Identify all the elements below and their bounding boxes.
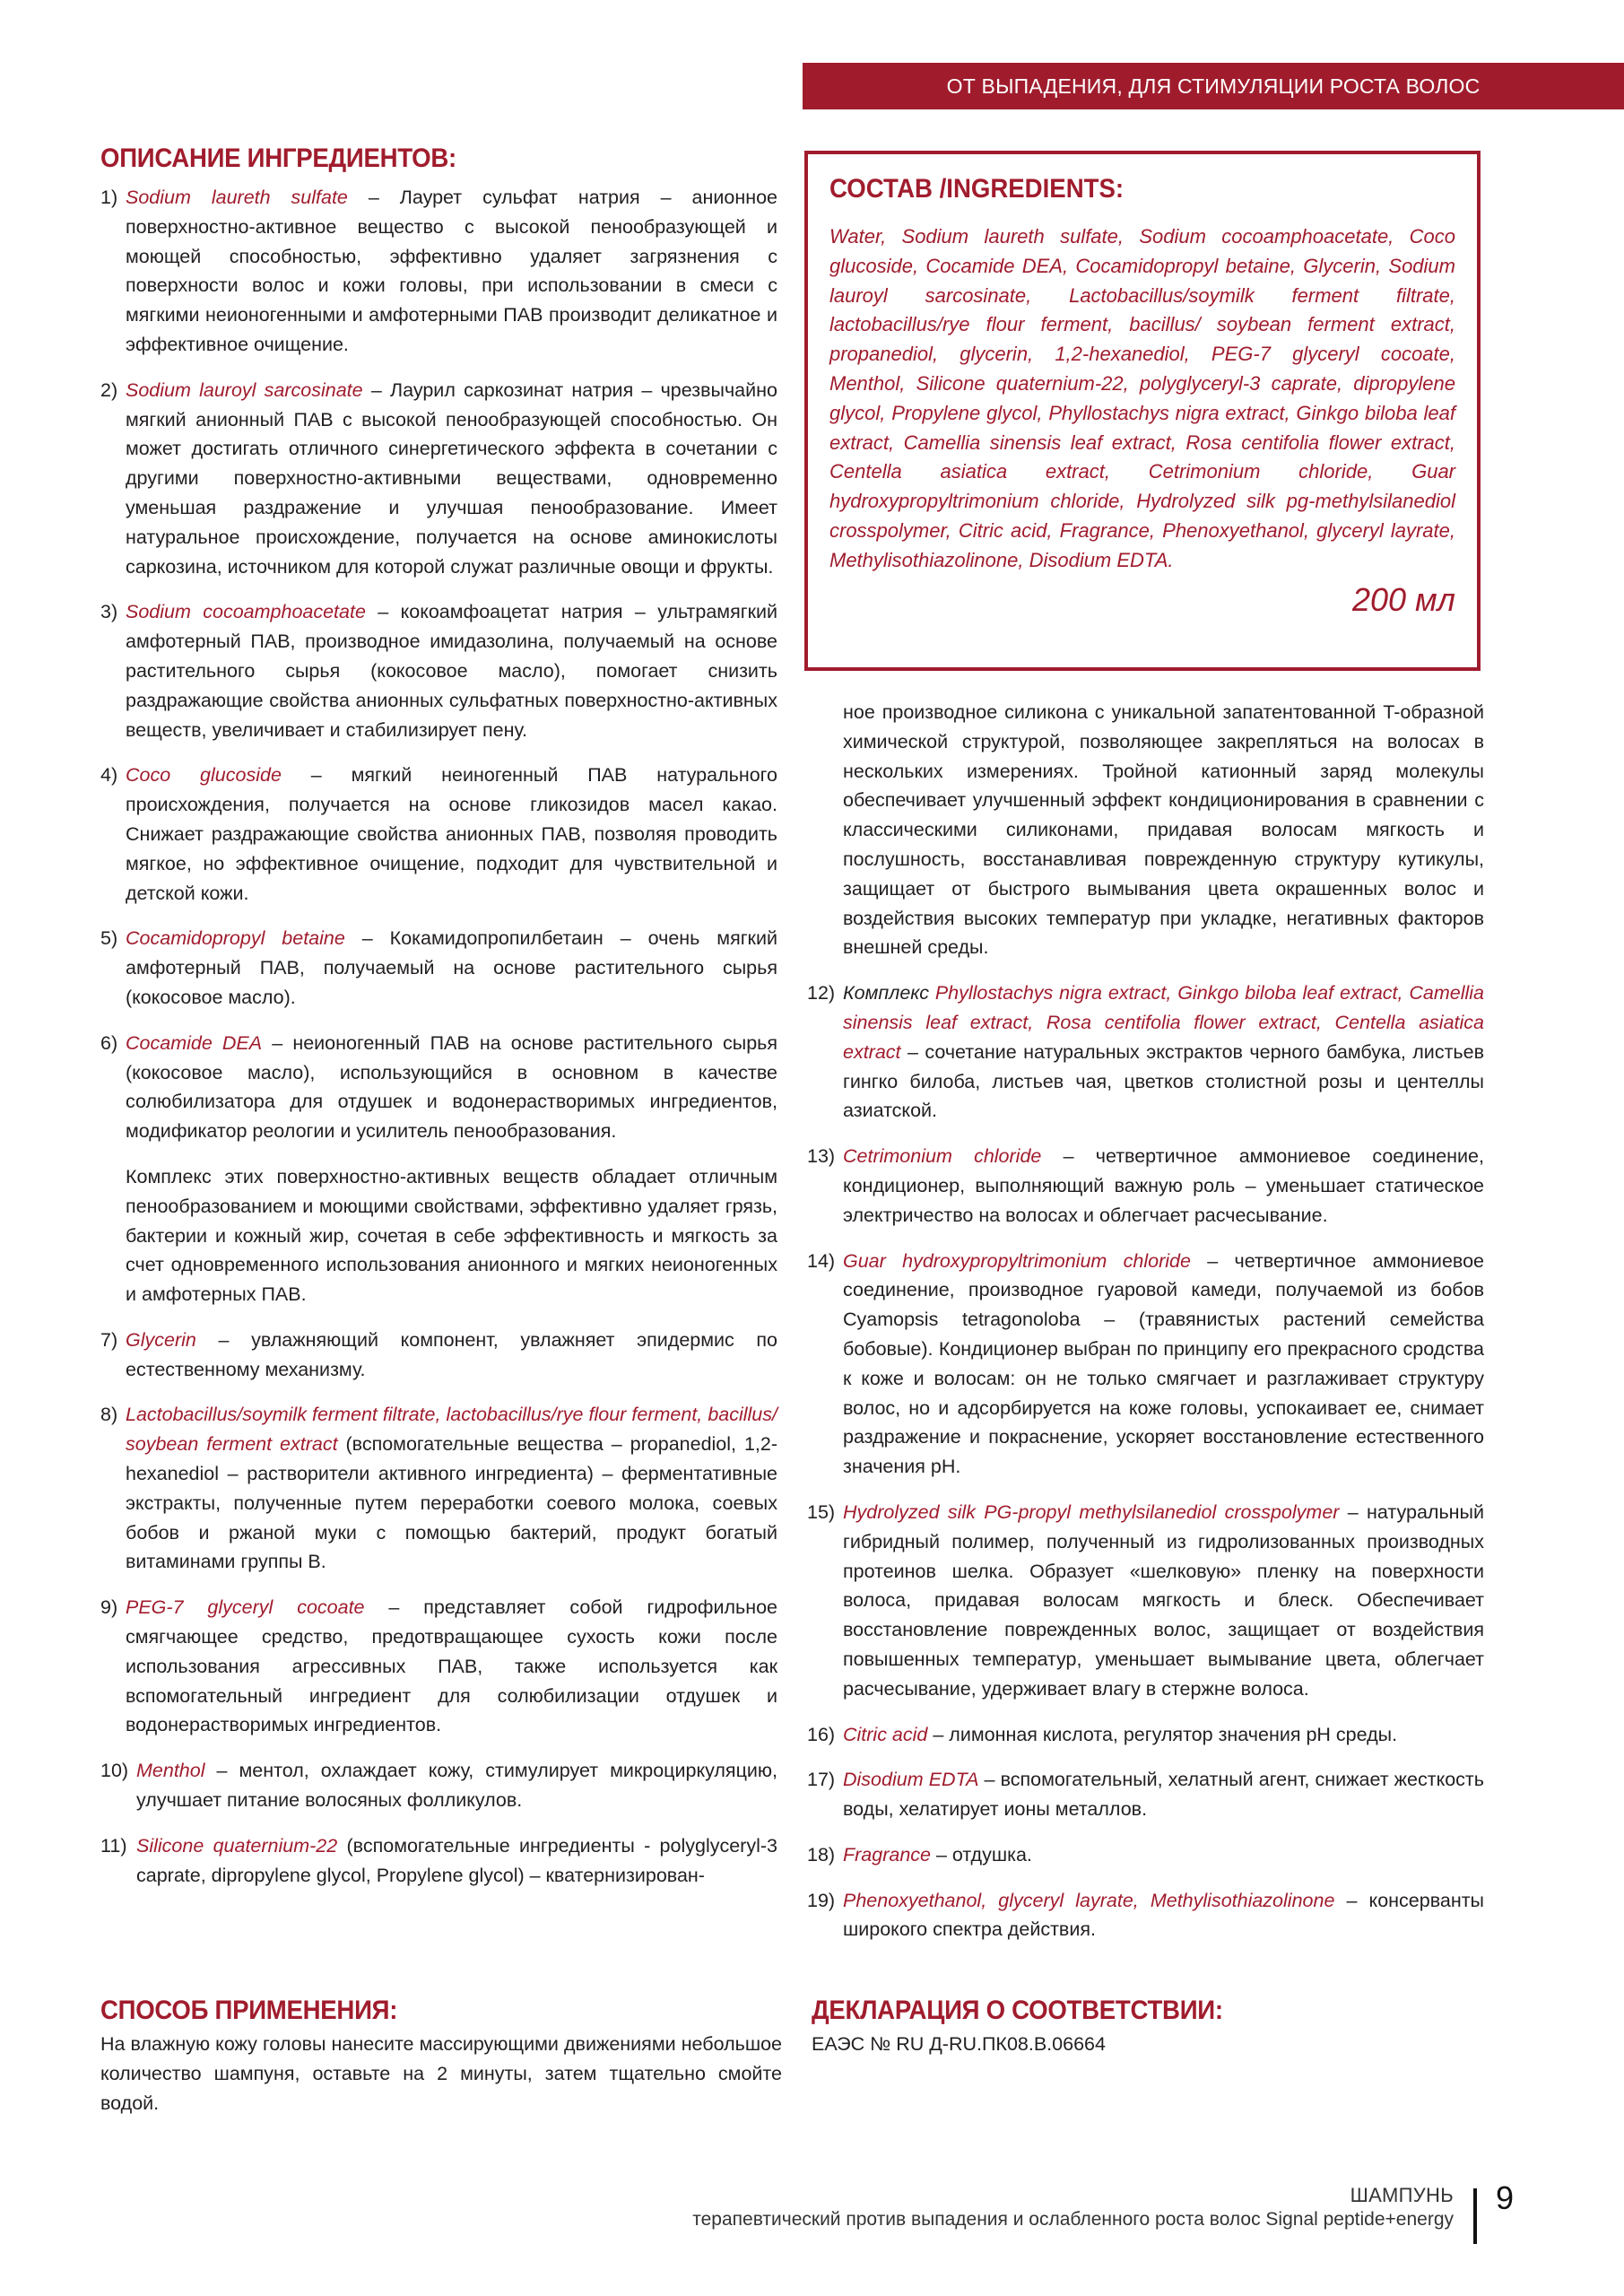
ingredient-term: Sodium lauroyl sarcosinate <box>126 378 363 401</box>
page-number: 9 <box>1496 2179 1515 2216</box>
section-banner <box>803 63 1624 109</box>
ingredient-term: Guar hydroxypropyltrimonium chloride <box>843 1249 1191 1272</box>
ingredient-item: 5) Cocamidopropyl betaine – Кокамидопропилбетаин – очень мягкий амфотерный ПАВ, получаемый на основе растительного сырья (кокосовое масло). <box>100 927 777 1008</box>
complex-note: Комплекс этих поверхностно-активных веществ обладает отличным пенообразованием и моющими свойствами, эффективно удаляет грязь, бактерии и кожный жир, сочетая в себе эффективность и мягкость за счет одновременного использования анионного и мягких неионогенных и амфотерных ПАВ. <box>126 1165 777 1306</box>
footer-category: ШАМПУНЬ <box>1350 2184 1454 2206</box>
ingredient-item: 13) Cetrimonium chloride – четвертичное аммониевое соединение, кондиционер, выполняющий важную роль – уменьшает статическое электричество на волосах и облегчает расчесывание. <box>807 1145 1484 1226</box>
ingredient-item: 10) Menthol – ментол, охлаждает кожу, стимулирует микроциркуляцию, улучшает питание волосяных фолликулов. <box>100 1760 777 1812</box>
declaration-number: ЕАЭС № RU Д-RU.ПК08.В.06664 <box>812 2033 1106 2055</box>
ingredient-term: Hydrolyzed silk PG-propyl methylsilanediol crosspolymer <box>843 1500 1340 1523</box>
page-footer <box>692 2184 1454 2231</box>
ingredient-term: Phyllostachys nigra extract, Ginkgo biloba leaf extract, Camellia sinensis leaf extract, Rosa centifolia flower extract, Centella asiatica extract <box>843 982 1484 1063</box>
usage-section <box>100 1996 782 2118</box>
ingredient-item: 7) Glycerin – увлажняющий компонент, увлажняет эпидермис по естественному механизму. <box>100 1328 777 1380</box>
ingredient-term: Sodium laureth sulfate <box>126 187 348 208</box>
ingredient-item: 2) Sodium lauroyl sarcosinate – Лаурил саркозинат натрия – чрезвычайно мягкий анионный ПАВ с высокой пенообразующей способностью. Он может достигать отличного синергетического эффекта в сочетании с другими поверхностно-активными веществами, одновременно уменьшая раздражение и улучшая пенообразование. Имеет натуральное происхождение, получается на основе аминокислоты саркозина, источником для которой служат различные овощи и фрукты. <box>100 378 777 578</box>
declaration-section <box>812 1996 1493 2059</box>
ingredient-term: Phenoxyethanol, glyceryl layrate, Methylisothiazolinone <box>843 1889 1335 1911</box>
ingredient-term: Glycerin <box>126 1328 196 1351</box>
usage-title: СПОСОБ ПРИМЕНЕНИЯ: <box>100 1996 398 2025</box>
ingredient-term: PEG-7 glyceryl cocoate <box>126 1596 365 1619</box>
ingredient-term: Sodium cocoamphoacetate <box>126 601 366 623</box>
ingredients-title: СОСТАВ /INGREDIENTS: <box>829 174 1125 204</box>
ingredient-term: Fragrance <box>843 1843 931 1866</box>
ingredients-box <box>804 151 1481 671</box>
declaration-title: ДЕКЛАРАЦИЯ О СООТВЕТСТВИИ: <box>812 1996 1223 2025</box>
ingredient-item: 3) Sodium cocoamphoacetate – кокоамфоацетат натрия – ультрамягкий амфотерный ПАВ, производное имидазолина, получаемый на основе растительного сырья (кокосовое масло), помогает снизить раздражающие свойства анионных сульфатных поверхностно-активных веществ, увеличивает и стабилизирует пену. <box>100 601 777 741</box>
ingredient-item: 15) Hydrolyzed silk PG-propyl methylsilanediol crosspolymer – натуральный гибридный полимер, полученный из гидролизованных производных протеинов шелка. Образует «шелковую» пленку на поверхности волоса, придавая волосам мягкость и блеск. Обеспечивает восстановление поврежденных волос, защищает от воздействия повышенных температур, уменьшает вымывание цвета, облегчает расчесывание, удерживает влагу в стержне волоса. <box>807 1500 1484 1700</box>
ingredient-term: Coco glucoside <box>126 764 282 787</box>
item-11-continuation: ное производное силикона с уникальной запатентованной T-образной химической структурой, позволяющее закрепляться на волосах в нескольких измерениях. Тройной катионный заряд молекулы обеспечивает улучшенный эффект кондиционирования в сравнении с классическими силиконами, придавая волосам мягкость и послушность, восстанавливая поврежденную структуру кутикулы, защищает от быстрого вымывания цвета окрашенных волос и воздействия высоких температур при укладке, негативных факторов внешней среды. <box>843 701 1484 959</box>
ingredient-item: 19) Phenoxyethanol, glyceryl layrate, Methylisothiazolinone – консерванты широкого спектра действия. <box>807 1889 1485 1941</box>
ingredient-item: 9) PEG-7 glyceryl cocoate – представляет собой гидрофильное смягчающее средство, предотвращающее сухость кожи после использования агрессивных ПАВ, также используется как вспомогательный ингредиент для солюбилизации отдушек и водонерастворимых ингредиентов. <box>100 1596 777 1736</box>
ingredients-description-right <box>807 698 1484 1961</box>
ingredient-item: 1) Sodium laureth sulfate – Лаурет сульфат натрия – анионное поверхностно-активное вещество с высокой пенообразующей и моющей способностью, эффективно удаляет загрязнения с поверхности волос и кожи головы, при использовании в смеси с мягкими неионогенными и амфотерными ПАВ производит деликатное и эффективное очищение. <box>100 187 777 355</box>
ingredients-list: Water, Sodium laureth sulfate, Sodium cocoamphoacetate, Coco glucoside, Cocamide DEA, Cocamidopropyl betaine, Glycerin, Sodium lauroyl sarcosinate, Lactobacillus/soymilk ferment filtrate, lactobacillus/rye flour ferment, bacillus/ soybean ferment extract, propanediol, glycerin, 1,2-hexanediol, PEG-7 glyceryl cocoate, Menthol, Silicone quaternium-22, polyglyceryl-3 caprate, dipropylene glycol, Propylene glycol, Phyllostachys nigra extract, Ginkgo biloba leaf extract, Camellia sinensis leaf extract, Rosa centifolia flower extract, Centella asiatica extract, Cetrimonium chloride, Guar hydroxypropyltrimonium chloride, Hydrolyzed silk pg-methylsilanediol crosspolymer, Citric acid, Fragrance, Phenoxyethanol, glyceryl layrate, Methylisothiazolinone, Disodium EDTA. <box>829 225 1455 571</box>
ingredient-item: 8) Lactobacillus/soymilk ferment filtrate, lactobacillus/rye flour ferment, bacillus/ soybean ferment extract (вспомогательные вещества – propanediol, 1,2-hexanediol – растворители активного ингредиента) – ферментативные экстракты, полученные путем переработки соевого молока, соевых бобов и ржаной муки с помощью бактерий, продукт богатый витаминами группы B. <box>100 1404 777 1573</box>
volume-label: 200 мл <box>1351 580 1455 618</box>
description-title: ОПИСАНИЕ ИНГРЕДИЕНТОВ: <box>100 144 456 173</box>
usage-text: На влажную кожу головы нанесите массирующими движениями небольшое количество шампуня, оставьте на 2 минуты, затем тщательно смойте водой. <box>100 2033 782 2114</box>
ingredient-term: Citric acid <box>843 1723 928 1745</box>
ingredient-term: Lactobacillus/soymilk ferment filtrate, lactobacillus/rye flour ferment, bacillus/ soybean ferment extract <box>126 1404 777 1456</box>
ingredient-item: 12) Комплекс Phyllostachys nigra extract, Ginkgo biloba leaf extract, Camellia sinensis leaf extract, Rosa centifolia flower extract, Centella asiatica extract – сочетание натуральных экстрактов черного бамбука, листьев гингко билоба, листьев чая, цветков столистной розы и центеллы азиатской. <box>807 982 1484 1122</box>
ingredient-term: Cetrimonium chloride <box>843 1145 1042 1168</box>
ingredient-term: Silicone quaternium-22 <box>136 1834 338 1857</box>
banner-text: ОТ ВЫПАДЕНИЯ, ДЛЯ СТИМУЛЯЦИИ РОСТА ВОЛОС <box>946 74 1481 98</box>
ingredient-item: 6) Cocamide DEA – неионогенный ПАВ на основе растительного сырья (кокосовое масло), использующийся в основном в качестве солюбилизатора для отдушек и водонерастворимых ингредиентов, модификатор реологии и усилитель пенообразования. <box>100 1031 777 1143</box>
ingredient-item: 4) Coco glucoside – мягкий неиногенный ПАВ натурального происхождения, получается на основе гликозидов масел какао. Снижает раздражающие свойства анионных ПАВ, позволяя проводить мягкое, но эффективное очищение, подходит для чувствительной и детской кожи. <box>100 764 777 904</box>
footer-divider <box>1473 2188 1477 2244</box>
ingredient-item: 16) Citric acid – лимонная кислота, регулятор значения pH среды. <box>807 1723 1398 1745</box>
ingredient-item: 17) Disodium EDTA – вспомогательный, хелатный агент, снижает жесткость воды, хелатирует ионы металлов. <box>807 1769 1484 1821</box>
ingredient-item: 14) Guar hydroxypropyltrimonium chloride – четвертичное аммониевое соединение, производное гуаровой камеди, получаемой из бобов Cyamopsis tetragonoloba – (травянистых растений семейства бобовые). Кондиционер выбран по принципу его прекрасного сродства к коже и волосам: он не только смягчает и разглаживает структуру волос, но и адсорбируется на коже головы, успокаивает ее, снимает раздражение и покраснение, ускоряет восстановление естественного значения pH. <box>807 1249 1484 1478</box>
footer-product: терапевтический против выпадения и ослабленного роста волос Signal peptide+energy <box>692 2209 1454 2230</box>
ingredient-term: Cocamide DEA <box>126 1031 263 1054</box>
ingredient-term: Cocamidopropyl betaine <box>126 927 345 950</box>
ingredient-item: 18) Fragrance – отдушка. <box>807 1843 1032 1866</box>
ingredient-term: Menthol <box>136 1760 205 1782</box>
ingredients-description-left <box>100 144 777 1906</box>
ingredient-term: Disodium EDTA <box>843 1769 979 1791</box>
ingredient-item: 11) Silicone quaternium-22 (вспомогательные ингредиенты - polyglyceryl-3 caprate, dipropylene glycol, Propylene glycol) – кватернизирован- <box>100 1834 777 1886</box>
